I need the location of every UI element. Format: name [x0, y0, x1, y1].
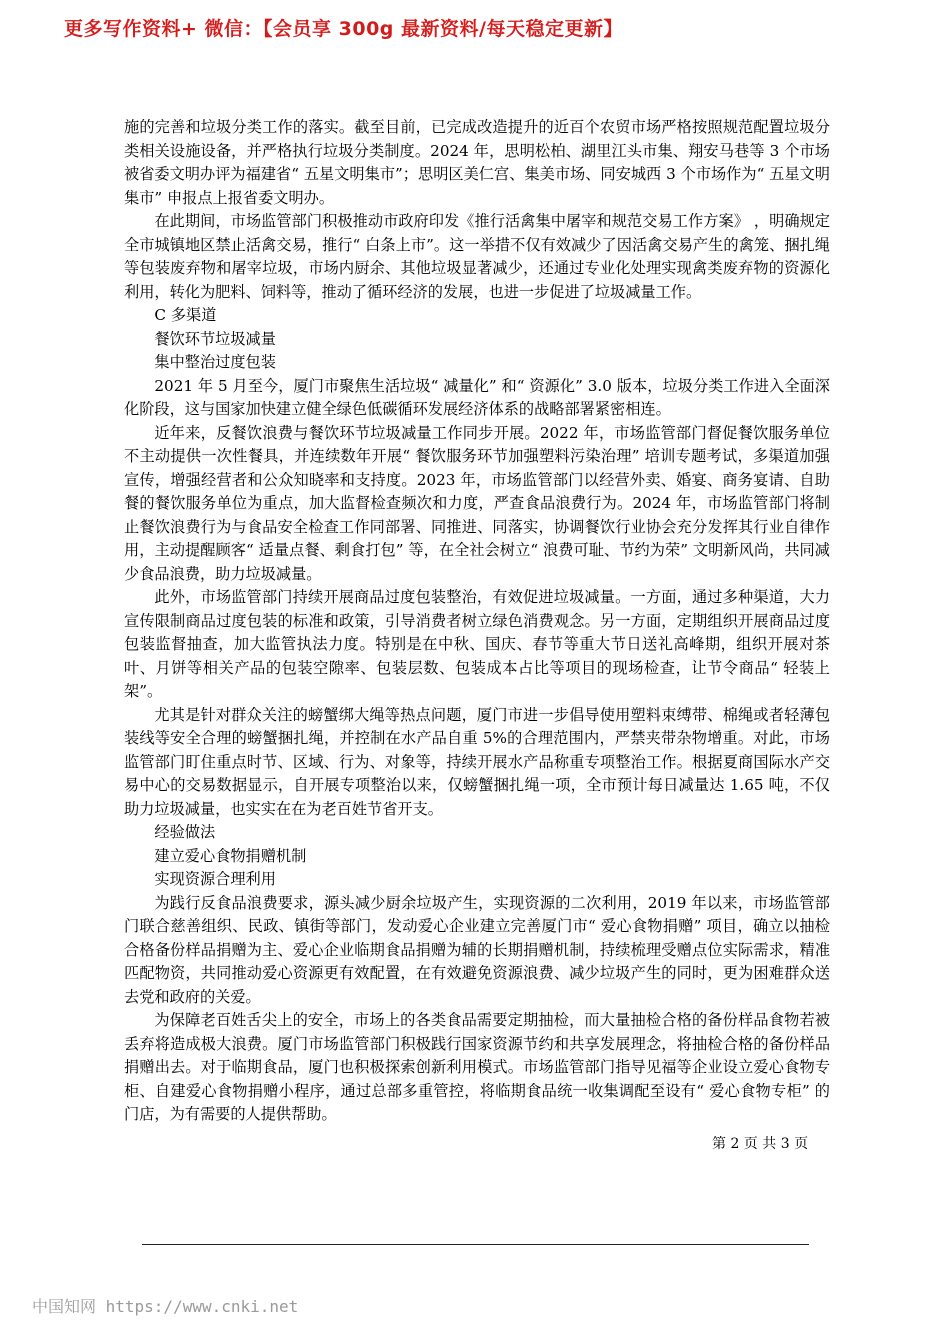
paragraph: 此外，市场监管部门持续开展商品过度包装整治，有效促进垃圾减量。一方面，通过多种渠道，大力宣传限制商品过度包装的标准和政策，引导消费者树立绿色消费观念。另一方面，定期组织开展商品过度包装监督抽查，加大监管执法力度。特别是在中秋、国庆、春节等重大节日送礼高峰期，组织开展对茶叶、月饼等相关产品的包装空隙率、包装层数、包装成本占比等项目的现场检查，让节令商品“ 轻装上架”。: [124, 588, 830, 700]
paragraph: 在此期间，市场监管部门积极推动市政府印发《推行活禽集中屠宰和规范交易工作方案》 ，明确规定全市城镇地区禁止活禽交易，推行“ 白条上市”。这一举措不仅有效减少了因活禽交易产生的禽笼、捆扎绳等包装废弃物和屠宰垃圾，市场内厨余、其他垃圾显著减少，还通过专业化处理实现禽类废弃物的资源化利用，转化为肥料、饲料等，推动了循环经济的发展，也进一步促进了垃圾减量工作。: [124, 212, 830, 301]
cnki-watermark: 中国知网 https://www.cnki.net: [32, 1297, 299, 1316]
section-heading: 餐饮环节垃圾减量: [154, 329, 276, 348]
paragraph: 为践行反食品浪费要求，源头减少厨余垃圾产生，实现资源的二次利用，2019 年以来，市场监管部门联合慈善组织、民政、镇街等部门，发动爱心企业建立完善厦门市“ 爱心食物捐赠” 项目，确立以抽检合格备份样品捐赠为主、爱心企业临期食品捐赠为辅的长期捐赠机制，持续梳理受赠点位实际需求，精准匹配物资，共同推动爱心资源更有效配置，在有效避免资源浪费、减少垃圾产生的同时，更为困难群众送去党和政府的关爱。: [124, 893, 830, 1006]
section-heading: 经验做法: [154, 823, 216, 841]
footer-divider: [142, 1244, 809, 1245]
section-heading: C 多渠道: [154, 306, 217, 324]
paragraph: 近年来，反餐饮浪费与餐饮环节垃圾减量工作同步开展。2022 年，市场监管部门督促餐饮服务单位不主动提供一次性餐具，并连续数年开展“ 餐饮服务环节加强塑料污染治理” 培训专题考试，多渠道加强宣传，增强经营者和公众知晓率和支持度。2023 年，市场监管部门以经营外卖、婚宴、商务宴请、自助餐的餐饮服务单位为重点，加大监督检查频次和力度，严查食品浪费行为。2024 年，市场监管部门将制止餐饮浪费行为与食品安全检查工作同部署、同推进、同落实，协调餐饮行业协会充分发挥其行业自律作用，主动提醒顾客“ 适量点餐、剩食打包” 等，在全社会树立“ 浪费可耻、节约为荣” 文明新风尚，共同减少食品浪费，助力垃圾减量。: [124, 423, 830, 583]
section-heading: 集中整治过度包装: [154, 353, 276, 371]
promo-banner: 更多写作资料+ 微信：【会员享 300g 最新资料/每天稳定更新】: [64, 18, 623, 40]
page-number: 第 2 页 共 3 页: [712, 1136, 809, 1152]
paragraph: 尤其是针对群众关注的螃蟹绑大绳等热点问题，厦门市进一步倡导使用塑料束缚带、棉绳或者轻薄包装线等安全合理的螃蟹捆扎绳，并控制在水产品自重 5%的合理范围内，严禁夹带杂物增重。对此，市场监管部门盯住重点时节、区域、行为、对象等，持续开展水产品称重专项整治工作。根据夏商国际水产交易中心的交易数据显示，自开展专项整治以来，仅螃蟹捆扎绳一项，全市预计每日减量达 1.65 吨，不仅助力垃圾减量，也实实在在为老百姓节省开支。: [124, 705, 830, 818]
paragraph-continuation: 施的完善和垃圾分类工作的落实。截至目前，已完成改造提升的近百个农贸市场严格按照规范配置垃圾分类相关设施设备，并严格执行垃圾分类制度。2024 年，思明松柏、湖里江头市集、翔安马巷等 3 个市场被省委文明办评为福建省“ 五星文明集市”；思明区美仁宫、集美市场、同安城西 3 个市场作为“ 五星文明集市” 申报点上报省委文明办。: [124, 118, 830, 207]
section-heading: 建立爱心食物捐赠机制: [154, 846, 307, 865]
document-body: [124, 116, 830, 1127]
paragraph: 为保障老百姓舌尖上的安全，市场上的各类食品需要定期抽检，而大量抽检合格的备份样品食物若被丢弃将造成极大浪费。厦门市场监管部门积极践行国家资源节约和共享发展理念，将抽检合格的备份样品捐赠出去。对于临期食品，厦门也积极探索创新利用模式。市场监管部门指导见福等企业设立爱心食物专柜、自建爱心食物捐赠小程序，通过总部多重管控，将临期食品统一收集调配至设有“ 爱心食物专柜” 的门店，为有需要的人提供帮助。: [124, 1011, 830, 1123]
section-heading: 实现资源合理利用: [154, 870, 276, 888]
paragraph: 2021 年 5 月至今，厦门市聚焦生活垃圾“ 减量化” 和“ 资源化” 3.0 版本，垃圾分类工作进入全面深化阶段，这与国家加快建立健全绿色低碳循环发展经济体系的战略部署紧密相连。: [124, 376, 830, 418]
